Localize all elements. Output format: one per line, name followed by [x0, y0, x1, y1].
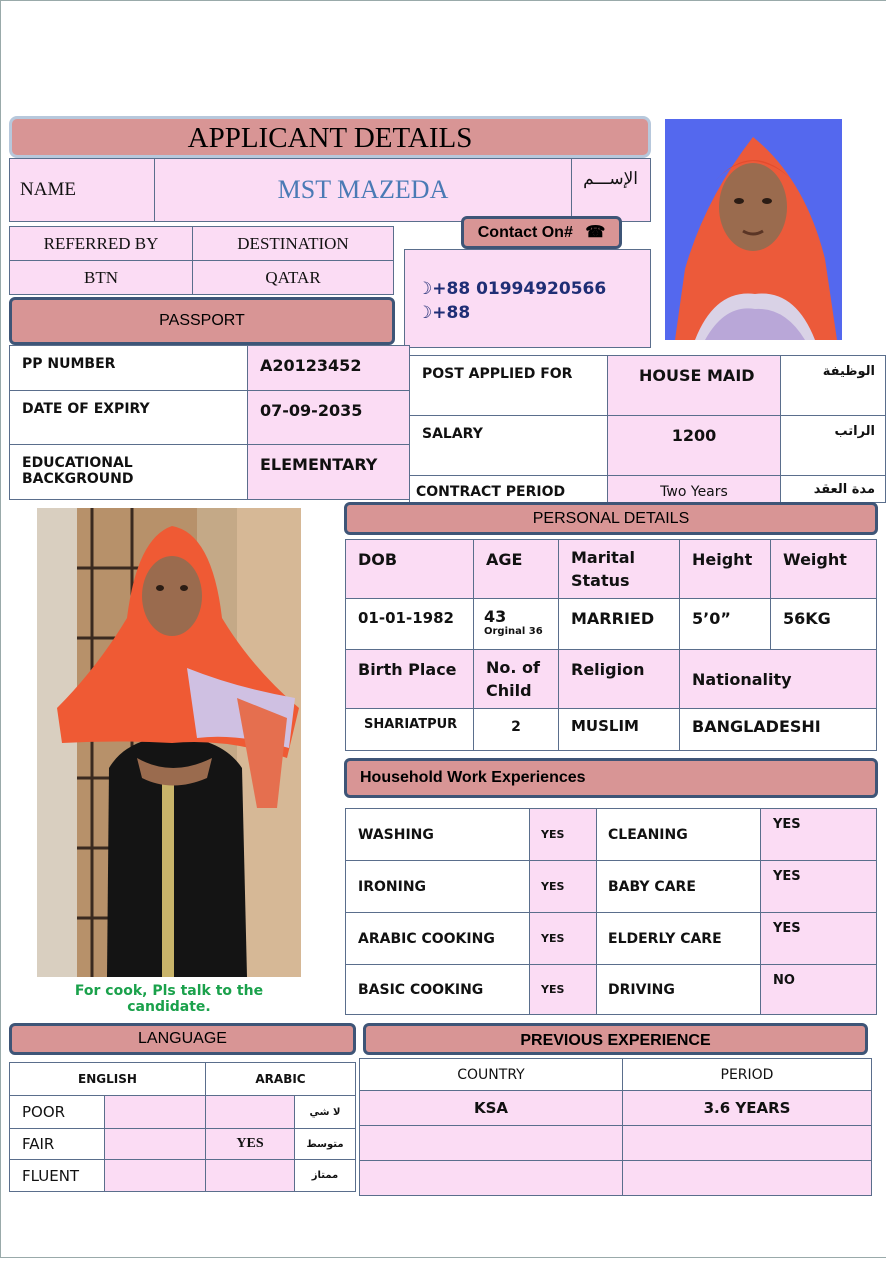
age-header: AGE — [473, 539, 559, 599]
household-left-value: YES — [529, 808, 597, 861]
household-left-label: BASIC COOKING — [345, 964, 530, 1015]
language-level-label: FLUENT — [9, 1159, 105, 1192]
contact-phone-1: +88 01994920566 — [432, 279, 607, 299]
personal-details-header — [344, 502, 878, 535]
language-english-value — [104, 1159, 206, 1192]
language-arabic-label: لا شي — [294, 1095, 356, 1129]
marital-status-header: Marital Status — [558, 539, 680, 599]
household-right-value: NO — [760, 964, 877, 1015]
marital-status-value: MARRIED — [558, 598, 680, 650]
post-applied-value: HOUSE MAID — [607, 355, 781, 416]
contract-period-value: Two Years — [607, 475, 781, 503]
height-header: Height — [679, 539, 771, 599]
contact-title: Contact On# — [477, 224, 573, 241]
previous-period-value — [622, 1125, 872, 1161]
salary-value: 1200 — [607, 415, 781, 476]
household-right-value: YES — [760, 912, 877, 965]
previous-experience-header — [363, 1023, 868, 1055]
contact-line-1 — [417, 277, 650, 301]
contract-period-label: CONTRACT PERIOD — [409, 475, 608, 503]
weight-header: Weight — [770, 539, 877, 599]
contact-box — [404, 249, 651, 348]
household-left-label: ARABIC COOKING — [345, 912, 530, 965]
contact-line-2 — [417, 301, 650, 325]
household-right-label: DRIVING — [596, 964, 761, 1015]
household-left-value: YES — [529, 964, 597, 1015]
cook-note: For cook, Pls talk to the candidate. — [74, 983, 264, 1015]
applicant-portrait-photo — [665, 119, 842, 340]
dob-value: 01-01-1982 — [345, 598, 474, 650]
moon-icon: ☽ — [417, 279, 433, 299]
pp-number-label: PP NUMBER — [9, 345, 248, 391]
household-header — [344, 758, 878, 798]
date-of-expiry-label: DATE OF EXPIRY — [9, 390, 248, 445]
phone-icon: ☎ — [585, 224, 606, 241]
education-value: ELEMENTARY — [247, 444, 410, 500]
period-col-header: PERIOD — [622, 1058, 872, 1091]
contract-period-arabic: مدة العقد — [780, 475, 886, 503]
nationality-header: Nationality — [679, 649, 877, 709]
previous-experience-title: PREVIOUS EXPERIENCE — [520, 1032, 711, 1049]
language-arabic-value — [205, 1159, 295, 1192]
dob-header: DOB — [345, 539, 474, 599]
country-col-header: COUNTRY — [359, 1058, 623, 1091]
previous-country-value — [359, 1160, 623, 1196]
name-arabic-label: الإســـم — [571, 158, 651, 222]
religion-header: Religion — [558, 649, 680, 709]
passport-title: PASSPORT — [159, 312, 245, 329]
household-right-value: YES — [760, 860, 877, 913]
household-left-value: YES — [529, 860, 597, 913]
no-of-child-value: 2 — [473, 708, 559, 751]
previous-period-value — [622, 1160, 872, 1196]
language-english-value — [104, 1128, 206, 1160]
weight-value: 56KG — [770, 598, 877, 650]
contact-header — [461, 216, 622, 249]
nationality-value: BANGLADESHI — [679, 708, 877, 751]
age-value-cell — [473, 598, 559, 650]
age-value: 43 — [484, 607, 507, 626]
applicant-full-body-photo — [37, 508, 301, 977]
applicant-name: MST MAZEDA — [154, 158, 572, 222]
post-applied-label: POST APPLIED FOR — [409, 355, 608, 416]
language-arabic-label: ممتاز — [294, 1159, 356, 1192]
moon-icon: ☽ — [417, 303, 433, 323]
destination-value: QATAR — [192, 260, 394, 295]
household-right-value: YES — [760, 808, 877, 861]
height-value: 5’0” — [679, 598, 771, 650]
previous-country-value: KSA — [359, 1090, 623, 1126]
language-arabic-value: YES — [205, 1128, 295, 1160]
language-title: LANGUAGE — [138, 1030, 227, 1047]
language-header — [9, 1023, 356, 1055]
language-level-label: FAIR — [9, 1128, 105, 1160]
name-label: NAME — [9, 158, 155, 222]
language-arabic-label: متوسط — [294, 1128, 356, 1160]
language-arabic-col: ARABIC — [205, 1062, 356, 1096]
destination-label: DESTINATION — [192, 226, 394, 261]
education-label: EDUCATIONAL BACKGROUND — [9, 444, 248, 500]
birth-place-header: Birth Place — [345, 649, 474, 709]
household-left-label: IRONING — [345, 860, 530, 913]
personal-details-title: PERSONAL DETAILS — [532, 510, 690, 527]
household-right-label: BABY CARE — [596, 860, 761, 913]
contact-phone-2: +88 — [432, 303, 471, 323]
passport-header — [9, 297, 395, 345]
referred-by-label: REFERRED BY — [9, 226, 193, 261]
household-right-label: ELDERLY CARE — [596, 912, 761, 965]
household-left-value: YES — [529, 912, 597, 965]
pp-number-value: A20123452 — [247, 345, 410, 391]
language-level-label: POOR — [9, 1095, 105, 1129]
post-applied-arabic: الوظيفة — [780, 355, 886, 416]
age-note: Orginal 36 — [484, 626, 543, 637]
household-right-label: CLEANING — [596, 808, 761, 861]
previous-country-value — [359, 1125, 623, 1161]
language-arabic-value — [205, 1095, 295, 1129]
previous-period-value: 3.6 YEARS — [622, 1090, 872, 1126]
religion-value: MUSLIM — [558, 708, 680, 751]
applicant-details-header: APPLICANT DETAILS — [9, 116, 651, 158]
household-left-label: WASHING — [345, 808, 530, 861]
language-english-value — [104, 1095, 206, 1129]
no-of-child-header: No. of Child — [473, 649, 559, 709]
date-of-expiry-value: 07-09-2035 — [247, 390, 410, 445]
birth-place-value: SHARIATPUR — [345, 708, 474, 751]
household-title: Household Work Experiences — [360, 769, 586, 786]
language-english-col: ENGLISH — [9, 1062, 206, 1096]
referred-by-value: BTN — [9, 260, 193, 295]
salary-arabic: الراتب — [780, 415, 886, 476]
salary-label: SALARY — [409, 415, 608, 476]
